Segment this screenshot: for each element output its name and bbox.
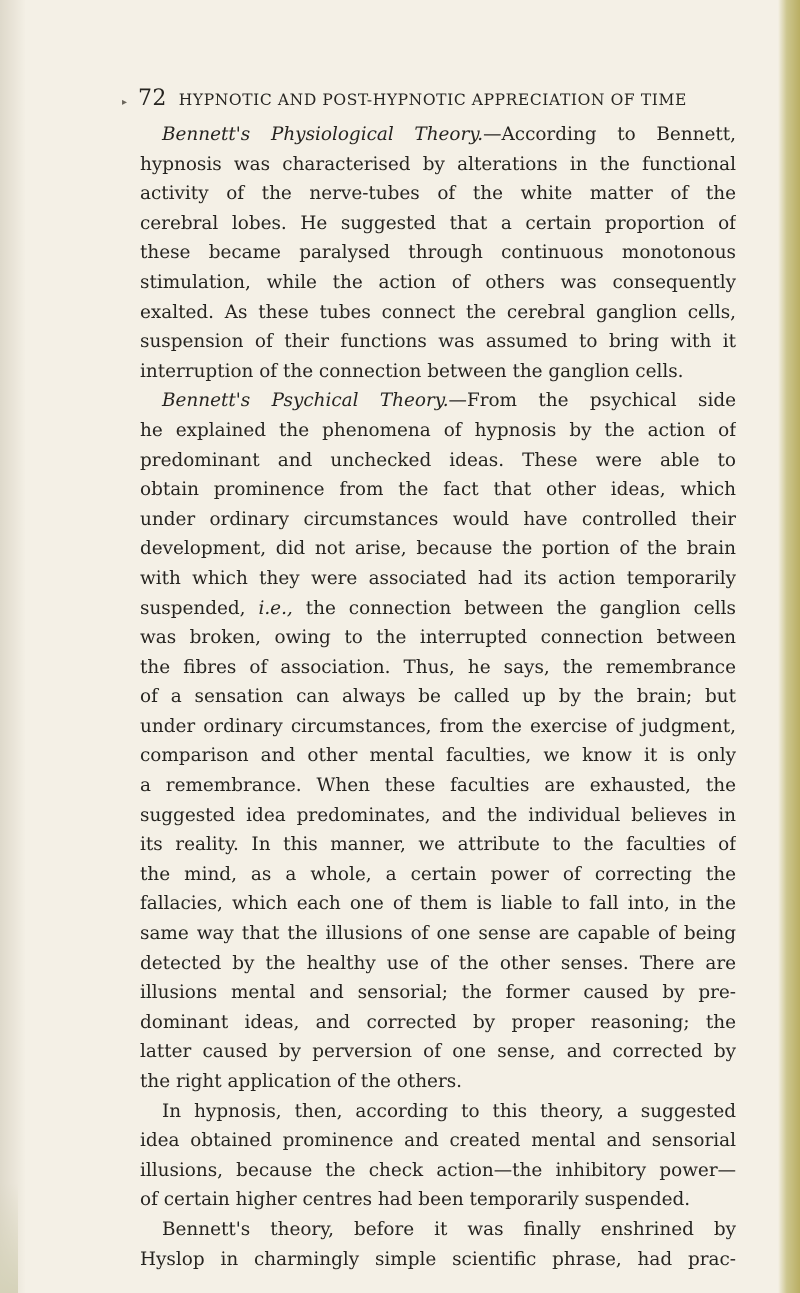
text-line [140, 475, 736, 505]
text-segment: its reality. In this manner, we attribute to the faculties of [140, 834, 736, 856]
text-segment: the mind, as a whole, a certain power of correcting the [140, 863, 736, 885]
page-edge-shadow-right [778, 0, 800, 1293]
text-line [140, 830, 736, 860]
text-line [140, 771, 736, 801]
text-line [140, 978, 736, 1008]
text-line [140, 209, 736, 239]
text-line [140, 1008, 736, 1038]
text-line [140, 505, 736, 535]
text-segment: suspension of their functions was assumed to bring with it [140, 331, 736, 353]
italic-text: i.e., [258, 597, 293, 619]
text-segment: cerebral lobes. He suggested that a certain proportion of [140, 212, 736, 234]
text-line [140, 357, 736, 387]
text-line [140, 1156, 736, 1186]
text-line [140, 446, 736, 476]
text-segment: these became paralysed through continuous monotonous [140, 242, 736, 264]
text-segment: development, did not arise, because the portion of the brain [140, 538, 736, 560]
text-segment: fallacies, which each one of them is liable to fall into, in the [140, 893, 736, 915]
text-line [140, 653, 736, 683]
text-line [140, 416, 736, 446]
text-line [140, 1185, 736, 1215]
text-line [140, 298, 736, 328]
text-segment: hypnosis was characterised by alterations in the functional [140, 153, 736, 175]
text-segment: of a sensation can always be called up by the brain; but [140, 686, 736, 708]
text-segment: obtain prominence from the fact that other ideas, which [140, 479, 736, 501]
text-segment: under ordinary circumstances, from the exercise of judgment, [140, 715, 736, 737]
text-line [140, 801, 736, 831]
text-segment: the connection between the ganglion cells [292, 597, 736, 619]
text-segment: In hypnosis, then, according to this theory, a suggested [162, 1100, 736, 1122]
text-line [140, 1245, 736, 1275]
text-line [140, 386, 736, 416]
text-segment: suggested idea predominates, and the individual believes in [140, 804, 736, 826]
text-segment: illusions, because the check action—the inhibitory power— [140, 1159, 736, 1181]
text-segment: comparison and other mental faculties, we know it is only [140, 745, 736, 767]
text-segment: —From the psychical side [448, 390, 736, 412]
text-line [140, 1067, 736, 1097]
text-segment: exalted. As these tubes connect the cerebral ganglion cells, [140, 301, 736, 323]
text-line [140, 594, 736, 624]
text-line [140, 564, 736, 594]
text-segment: Hyslop in charmingly simple scientific phrase, had prac- [140, 1248, 736, 1270]
text-segment: —According to Bennett, [483, 124, 736, 145]
text-segment: was broken, owing to the interrupted connection between [140, 627, 736, 649]
text-segment: interruption of the connection between the ganglion cells. [140, 360, 684, 382]
page-edge-shadow-left [0, 0, 26, 1293]
text-line [140, 120, 736, 150]
text-segment: he explained the phenomena of hypnosis by the action of [140, 419, 736, 441]
text-line [140, 1215, 736, 1245]
text-segment: illusions mental and sensorial; the former caused by pre- [140, 982, 736, 1004]
margin-mark: ▸ [122, 97, 128, 108]
text-segment: idea obtained prominence and created mental and sensorial [140, 1130, 736, 1152]
text-line [140, 1126, 736, 1156]
text-line [140, 682, 736, 712]
text-line [140, 712, 736, 742]
text-line [140, 1037, 736, 1067]
text-segment: stimulation, while the action of others was consequently [140, 271, 736, 293]
text-line [140, 268, 736, 298]
text-line [140, 150, 736, 180]
text-line [140, 534, 736, 564]
running-header [138, 86, 718, 120]
text-segment: of certain higher centres had been temporarily suspended. [140, 1189, 691, 1211]
running-title: HYPNOTIC AND POST-HYPNOTIC APPRECIATION OF TIME [178, 91, 687, 109]
italic-text: Bennett's Physiological Theory. [162, 124, 484, 145]
page-number: 72 [138, 86, 167, 111]
text-line [140, 949, 736, 979]
text-segment: suspended, [140, 597, 259, 619]
text-line [140, 919, 736, 949]
text-segment: under ordinary circumstances would have controlled their [140, 508, 736, 530]
text-segment: the fibres of association. Thus, he says, the remembrance [140, 656, 736, 678]
italic-text: Bennett's Psychical Theory. [162, 390, 449, 412]
text-segment: activity of the nerve-tubes of the white matter of the [140, 183, 736, 205]
text-line [140, 238, 736, 268]
text-segment: the right application of the others. [140, 1071, 463, 1092]
text-segment: latter caused by perversion of one sense, and corrected by [140, 1041, 736, 1063]
text-line [140, 327, 736, 357]
text-line [140, 741, 736, 771]
text-segment: with which they were associated had its action temporarily [140, 567, 736, 589]
text-segment: detected by the healthy use of the other senses. There are [140, 952, 736, 974]
page-edge-shadow-bottom-left [0, 1183, 18, 1293]
text-segment: same way that the illusions of one sense are capable of being [140, 923, 736, 945]
text-segment: predominant and unchecked ideas. These were able to [140, 449, 736, 471]
text-line [140, 889, 736, 919]
text-segment: dominant ideas, and corrected by proper reasoning; the [140, 1011, 736, 1033]
text-line [140, 860, 736, 890]
text-line [140, 1097, 736, 1127]
text-line [140, 179, 736, 209]
text-segment: Bennett's theory, before it was finally enshrined by [162, 1218, 736, 1240]
text-line [140, 623, 736, 653]
body-text [140, 120, 736, 1274]
text-segment: a remembrance. When these faculties are exhausted, the [140, 775, 736, 797]
